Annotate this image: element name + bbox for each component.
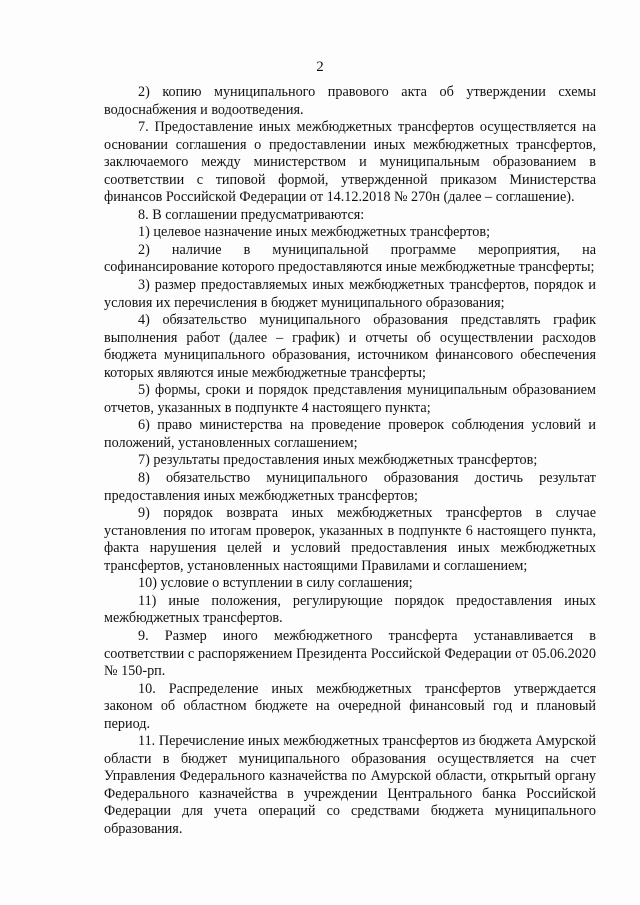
list-item-6: 6) право министерства на проведение проверок соблюдения условий и положений, установленных соглашением;: [104, 417, 596, 451]
list-item-8: 8) обязательство муниципального образования достичь результат предоставления иных межбюджетных трансфертов;: [104, 470, 596, 504]
list-item-2: 2) наличие в муниципальной программе мероприятия, на софинансирование которого предоставляются иные межбюджетные трансферты;: [104, 241, 596, 276]
list-item-7: 7) результаты предоставления иных межбюджетных трансфертов;: [138, 452, 538, 469]
list-item-4: 4) обязательство муниципального образования представлять график выполнения работ (далее – график) и отчеты об осуществлении расходов бюджета муниципального образования, источником финансового обеспечения которых являются иные межбюджетные трансферты;: [104, 312, 596, 381]
paragraph-11-transfer-account: 11. Перечисление иных межбюджетных трансфертов из бюджета Амурской области в бюджет муниципального образования осуществляется на счет Управления Федерального казначейства по Амурской области, открытый органу Федерального казначейства в учреждении Центрального банка Российской Федерации для учета операций со средствами бюджета муниципального образования.: [104, 733, 596, 837]
list-item-3: 3) размер предоставляемых иных межбюджетных трансфертов, порядок и условия их перечисления в бюджет муниципального образования;: [104, 277, 596, 311]
list-item-5: 5) формы, сроки и порядок представления муниципальным образованием отчетов, указанных в подпункте 4 настоящего пункта;: [104, 382, 596, 416]
list-item-11: 11) иные положения, регулирующие порядок предоставления иных межбюджетных трансфертов.: [104, 592, 596, 627]
paragraph-item-2-water-supply: 2) копию муниципального правового акта об утверждении схемы водоснабжения и водоотведения.: [104, 84, 596, 118]
list-item-1: 1) целевое назначение иных межбюджетных трансфертов;: [138, 224, 491, 241]
paragraph-7-agreement: 7. Предоставление иных межбюджетных трансфертов осуществляется на основании соглашения о предоставлении иных межбюджетных трансфертов, заключаемого между министерством и муниципальным образованием в соответствии с типовой формой, утвержденной приказом Министерства финансов Российской Федерации от 14.12.2018 № 270н (далее – соглашение).: [104, 119, 596, 206]
document-body: [104, 84, 596, 839]
paragraph-10-distribution: 10. Распределение иных межбюджетных трансфертов утверждается законом об областном бюджете на очередной финансовый год и плановый период.: [104, 680, 596, 732]
list-item-10: 10) условие о вступлении в силу соглашения;: [138, 575, 413, 592]
list-item-9: 9) порядок возврата иных межбюджетных трансфертов в случае установления по итогам проверок, указанных в подпункте 6 настоящего пункта, факта нарушения целей и условий предоставления иных межбюджетных трансфертов, установленных настоящими Правилами и соглашением;: [104, 505, 596, 574]
paragraph-8-agreement-terms: 8. В соглашении предусматриваются:: [138, 206, 365, 223]
paragraph-9-transfer-size: 9. Размер иного межбюджетного трансферта устанавливается в соответствии с распоряжением Президента Российской Федерации от 05.06.2020 № 150-рп.: [104, 627, 596, 680]
page-number: 2: [316, 59, 324, 75]
